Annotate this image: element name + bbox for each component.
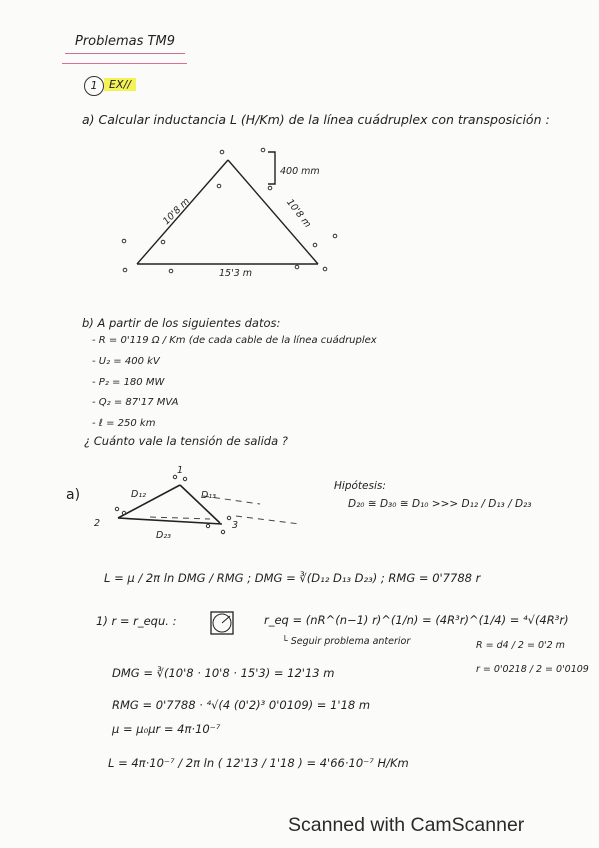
formula-inductance: L = μ / 2π ln DMG / RMG ; DMG = ∛(D₁₂ D₁₃ D₂₃) ; RMG = 0'7788 r xyxy=(104,571,481,585)
label-d13: D₁₃ xyxy=(201,490,216,501)
dim-right-side: 10'8 m xyxy=(284,197,314,230)
part-a-statement: a) Calcular inductancia L (H/Km) de la línea cuádruplex con transposición : xyxy=(82,112,550,127)
scanner-watermark: Scanned with CamScanner xyxy=(288,814,525,836)
label-d12: D₁₂ xyxy=(131,489,146,500)
req-formula: r_eq = (nR^(n−1) r)^(1/n) = (4R³r)^(1/4) = ⁴√(4R³r) xyxy=(264,613,569,627)
data-line-p: - P₂ = 180 MW xyxy=(92,377,165,388)
highlight-mark: EX// xyxy=(104,78,136,91)
mu-value: μ = μ₀μr = 4π·10⁻⁷ xyxy=(112,722,221,736)
l-result: L = 4π·10⁻⁷ / 2π ln ( 12'13 / 1'18 ) = 4'66·10⁻⁷ H/Km xyxy=(108,756,409,770)
data-line-l: - ℓ = 250 km xyxy=(92,418,156,429)
solution-label: a) xyxy=(66,487,81,503)
data-line-u: - U₂ = 400 kV xyxy=(92,356,160,367)
hypothesis-title: Hipótesis: xyxy=(334,480,386,492)
part-b-question: ¿ Cuánto vale la tensión de salida ? xyxy=(84,434,288,448)
part-b-statement: b) A partir de los siguientes datos: xyxy=(82,316,281,330)
problem-number-badge: 1 xyxy=(84,76,104,96)
node-2: 2 xyxy=(94,518,101,529)
r-big-value: R = d4 / 2 = 0'2 m xyxy=(476,640,565,651)
note-previous: └ Seguir problema anterior xyxy=(282,636,411,647)
r-small-value: r = 0'0218 / 2 = 0'0109 xyxy=(476,664,589,675)
dim-base: 15'3 m xyxy=(219,268,253,279)
data-line-r: - R = 0'119 Ω / Km (de cada cable de la línea cuádruplex xyxy=(92,335,377,346)
hypothesis-text: D₂₀ ≅ D₃₀ ≅ D₁₀ >>> D₁₂ / D₁₃ / D₂₃ xyxy=(348,498,532,510)
label-d23: D₂₃ xyxy=(156,530,171,541)
dmg-calc: DMG = ∛(10'8 · 10'8 · 15'3) = 12'13 m xyxy=(112,666,335,680)
page-title: Problemas TM9 xyxy=(75,34,175,49)
data-line-q: - Q₂ = 87'17 MVA xyxy=(92,397,179,408)
dim-vertical: 400 mm xyxy=(280,166,320,177)
rmg-calc: RMG = 0'7788 · ⁴√(4 (0'2)³ 0'0109) = 1'18 m xyxy=(112,698,371,712)
step-1: 1) r = r_equ. : xyxy=(96,614,177,628)
node-3: 3 xyxy=(232,520,239,531)
dim-left-side: 10'8 m xyxy=(160,195,193,228)
node-1: 1 xyxy=(177,465,184,476)
